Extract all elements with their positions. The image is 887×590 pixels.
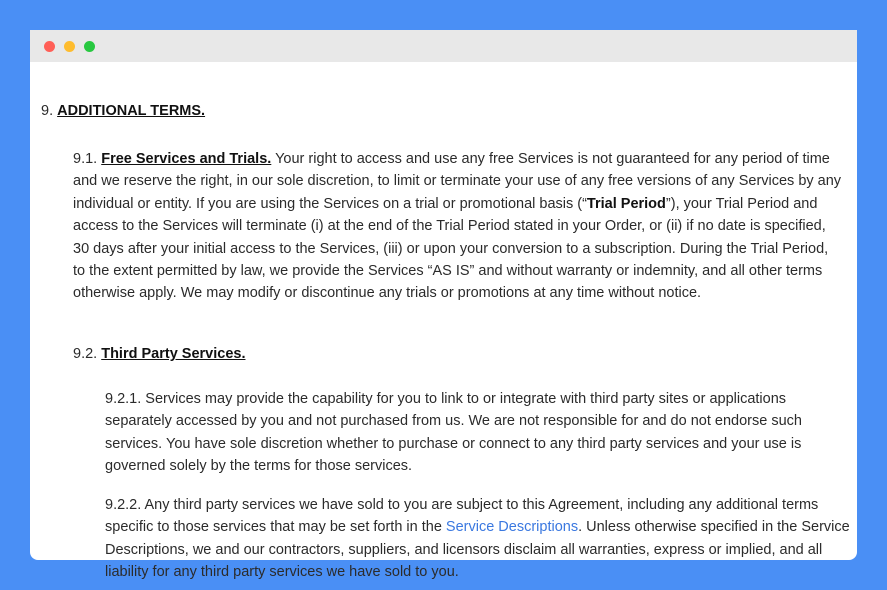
- minimize-window-icon[interactable]: [64, 41, 75, 52]
- terms-content: [30, 62, 857, 581]
- section-9-title: ADDITIONAL TERMS.: [57, 103, 206, 119]
- section-9-2-2-paragraph: [105, 494, 850, 584]
- section-9-number: 9.: [41, 103, 58, 119]
- trial-period-term: Trial Period: [586, 195, 666, 212]
- section-9-heading: [41, 100, 831, 122]
- section-9-1-text-a: Your right to access and use any free Services is not guaranteed for any period of time and we reserve the right, in our sole discretion, to limit or terminate your use of any free versions of any Services by any individual or entity. If you are using the Services on a trial or promotional basis (“: [73, 151, 842, 212]
- window-titlebar: [30, 30, 857, 62]
- browser-window: [30, 30, 857, 581]
- section-9-2-heading: [73, 343, 843, 365]
- section-9-1-number: 9.1.: [73, 151, 102, 167]
- zoom-window-icon[interactable]: [84, 41, 95, 52]
- section-9-2-2-text-a: 9.2.2. Any third party services we have sold to you are subject to this Agreement, including any additional terms specific to those services that may be set forth in the: [105, 497, 819, 536]
- close-window-icon[interactable]: [44, 41, 55, 52]
- section-9-2-2-text-b: . Unless otherwise specified in the Service Descriptions, we and our contractors, suppliers, and licensors disclaim all warranties, express or implied, and all liability for any third party services we have sold to you.: [105, 519, 850, 581]
- section-9-2-number: 9.2.: [73, 346, 102, 362]
- service-descriptions-link[interactable]: Service Descriptions: [445, 519, 579, 536]
- section-9-1-text-b: ”), your Trial Period and access to the Services will terminate (i) at the end of the Trial Period stated in your Order, or (ii) if no date is specified, 30 days after your initial access to the Services, (iii) or upon your conversion to a subscription. During the Trial Period, to the extent permitted by law, we provide the Services “AS IS” and without warranty or indemnity, and all other terms otherwise apply. We may modify or discontinue any trials or promotions at any time without notice.: [73, 195, 829, 302]
- section-9-1-title: Free Services and Trials.: [101, 151, 272, 167]
- section-9-2-title: Third Party Services.: [101, 346, 246, 362]
- section-9-1-paragraph: [73, 148, 843, 305]
- section-9-2-1-paragraph: 9.2.1. Services may provide the capability for you to link to or integrate with third party sites or applications separately accessed by you and not purchased from us. We are not responsible for and do not endorse such services. You have sole discretion whether to purchase or connect to any third party services and your use is governed solely by the terms for those services.: [105, 391, 802, 475]
